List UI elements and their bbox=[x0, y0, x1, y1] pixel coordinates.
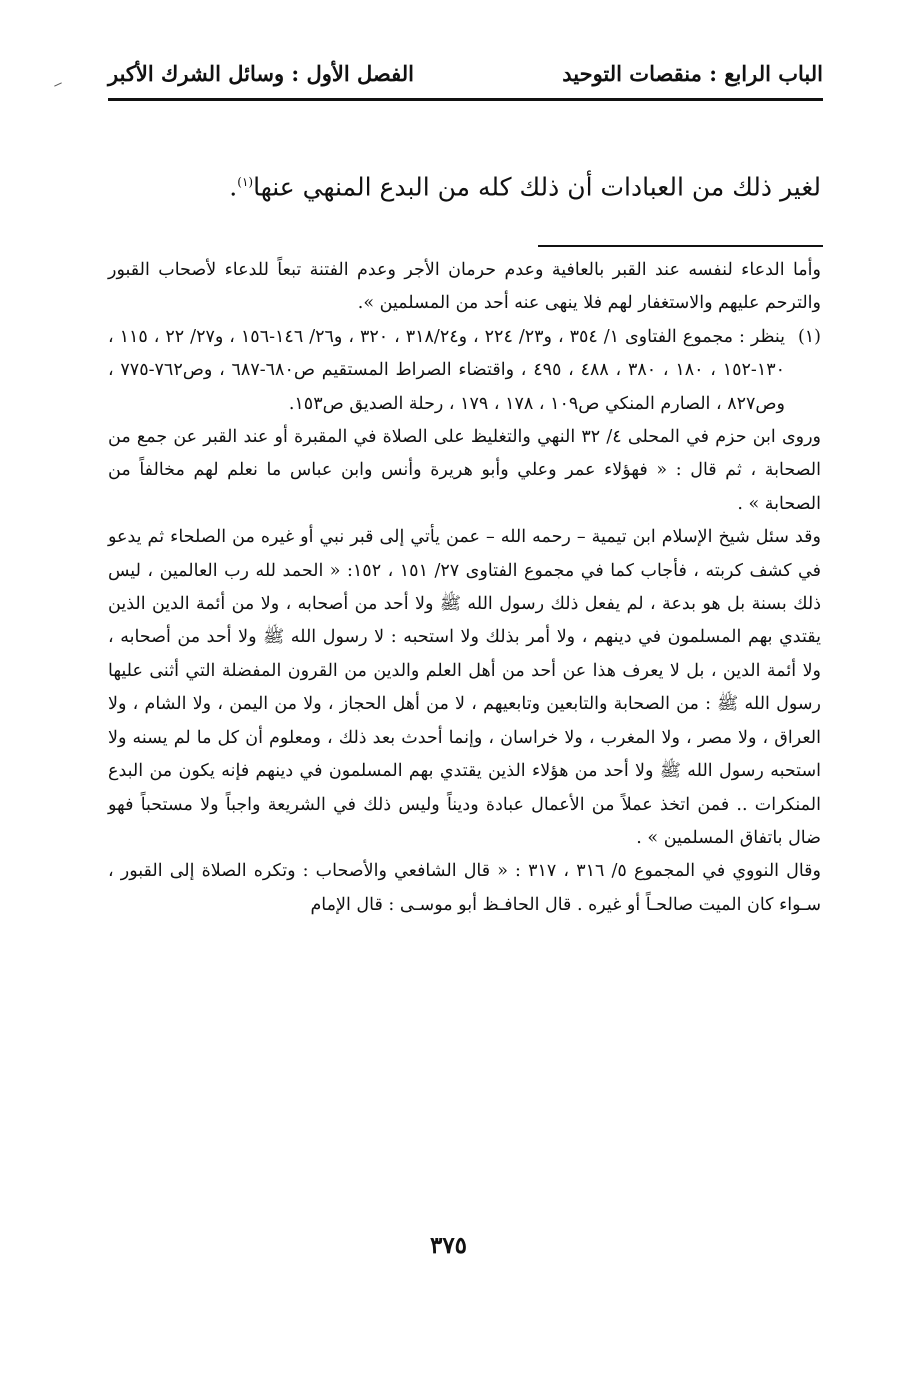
header-section-title: الفصل الأول : وسائل الشرك الأكبر bbox=[108, 60, 414, 86]
footnote-separator bbox=[538, 245, 823, 247]
header-rule bbox=[108, 98, 823, 101]
page-number: ٣٧٥ bbox=[429, 1232, 468, 1259]
main-text bbox=[150, 160, 821, 209]
main-text-end: . bbox=[229, 172, 238, 202]
footnote-1-text: ينظر : مجموع الفتاوى ١/ ٣٥٤ ، و٢٣/ ٢٢٤ ، و٣١٨/٢٤ ، ٣٢٠ ، و٢٦/ ١٤٦-١٥٦ ، و٢٧/ ٢٢ ، ١١٥ ، ١٣٠-١٥٢ ، ١٨٠ ، ٣٨٠ ، ٤٨٨ ، ٤٩٥ ، واقتضاء الصراط المستقيم ص٦٨٠-٦٨٧ ، وص٧٦٢-٧٧٥ ، وص٨٢٧ ، الصارم المنكي ص١٠٩ ، ١٧٨ ، ١٧٩ ، رحلة الصديق ص١٥٣. bbox=[108, 326, 786, 414]
footnote-paragraph-ibn-hazm: وروى ابن حزم في المحلى ٤/ ٣٢ النهي والتغليظ على الصلاة في المقبرة أو عند القبر عن جمع من الصحابة ، ثم قال : « فهؤلاء عمر وعلي وأبو هريرة وأنس وابن عباس ما نعلم لهم مخالفاً من الصحابة » . bbox=[108, 427, 821, 514]
footnote-paragraph-nawawi: وقال النووي في المجموع ٥/ ٣١٦ ، ٣١٧ : « قال الشافعي والأصحاب : وتكره الصلاة إلى القبور ، سـواء كان الميت صالحـاً أو غيره . قال الحافـظ أبو موسـى : قال الإمام bbox=[108, 861, 822, 915]
running-header bbox=[108, 52, 823, 94]
main-text-body: لغير ذلك من العبادات أن ذلك كله من البدع المنهي عنها bbox=[253, 172, 821, 202]
footnote-marker: (١) bbox=[237, 175, 254, 189]
footnotes bbox=[108, 254, 821, 922]
footnote-1 bbox=[108, 321, 821, 421]
footnote-1-number: (١) bbox=[797, 326, 821, 347]
footnote-continuation: وأما الدعاء لنفسه عند القبر بالعافية وعدم حرمان الأجر وعدم الفتنة تبعاً للدعاء لأصحاب القبور والترحم عليهم والاستغفار لهم فلا ينهى عنه أحد من المسلمين ». bbox=[108, 260, 821, 314]
footnote-paragraph-ibn-taymiyyah: وقد سئل شيخ الإسلام ابن تيمية – رحمه الله – عمن يأتي إلى قبر نبي أو غيره من الصلحاء ثم يدعو في كشف كربته ، فأجاب كما في مجموع الفتاوى ٢٧/ ١٥١ ، ١٥٢: « الحمد لله رب العالمين ، ليس ذلك بسنة بل هو بدعة ، لم يفعل ذلك رسول الله ﷺ ولا أحد من أصحابه ، ولا من أئمة الدين الذين يقتدي بهم المسلمون في دينهم ، ولا أمر بذلك ولا استحبه : لا رسول الله ﷺ ولا أحد من أصحابه ، ولا أئمة الدين ، بل لا يعرف هذا عن أحد من أهل العلم والدين من القرون المفضلة التي أثنى عليها رسول الله ﷺ : من الصحابة والتابعين وتابعيهم ، لا من أهل الحجاز ، ولا من اليمن ، ولا الشام ، ولا العراق ، ولا مصر ، ولا المغرب ، ولا خراسان ، وإنما أحدث بعد ذلك ، ومعلوم أن كل ما لم يسنه ولا استحبه رسول الله ﷺ ولا أحد من هؤلاء الذين يقتدي بهم المسلمون في دينهم فإنه يكون من البدع المنكرات .. فمن اتخذ عملاً من الأعمال عبادة وديناً وليس ذلك في الشريعة واجباً ولا مستحباً فهو ضال باتفاق المسلمين » . bbox=[108, 527, 821, 848]
scan-mark bbox=[54, 82, 62, 86]
header-chapter-title: الباب الرابع : منقصات التوحيد bbox=[562, 60, 823, 86]
